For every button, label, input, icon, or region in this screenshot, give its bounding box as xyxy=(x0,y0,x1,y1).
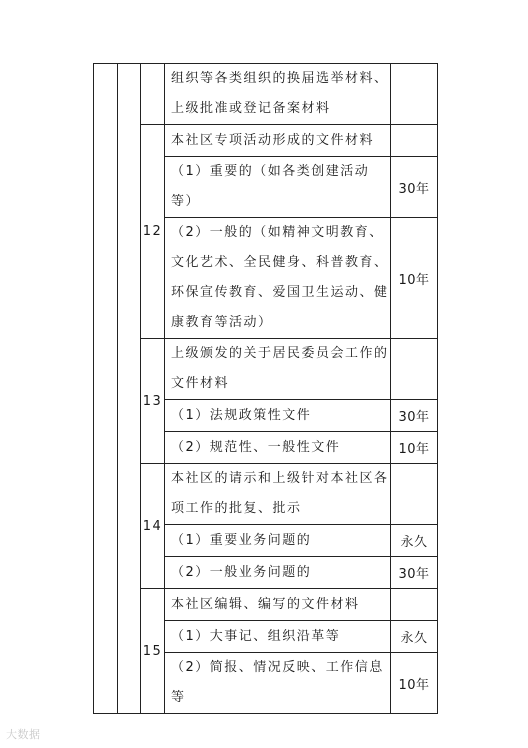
item-number: 13 xyxy=(141,339,165,464)
item-cell: 本社区编辑、编写的文件材料 xyxy=(165,589,391,621)
table-row xyxy=(94,464,438,525)
item-cell: （2）规范性、一般性文件 xyxy=(165,432,391,464)
records-retention-table xyxy=(93,63,438,714)
term-cell: 永久 xyxy=(391,621,438,653)
item-cell: （1）重要业务问题的 xyxy=(165,525,391,557)
table-row xyxy=(94,589,438,621)
item-cell: （1）重要的（如各类创建活动等） xyxy=(165,157,391,218)
term-cell: 30年 xyxy=(391,400,438,432)
item-number: 12 xyxy=(141,125,165,339)
blank-column-2 xyxy=(118,64,141,714)
item-number: 15 xyxy=(141,589,165,714)
number-cell xyxy=(141,64,165,125)
term-cell xyxy=(391,339,438,400)
table-row xyxy=(94,339,438,400)
term-cell: 10年 xyxy=(391,432,438,464)
term-cell: 30年 xyxy=(391,157,438,218)
term-cell: 永久 xyxy=(391,525,438,557)
item-cell: （2）简报、情况反映、工作信息等 xyxy=(165,653,391,714)
term-cell xyxy=(391,589,438,621)
item-cell: 本社区专项活动形成的文件材料 xyxy=(165,125,391,157)
term-cell: 10年 xyxy=(391,653,438,714)
item-cell: 组织等各类组织的换届选举材料、上级批准或登记备案材料 xyxy=(165,64,391,125)
item-cell: （1）法规政策性文件 xyxy=(165,400,391,432)
term-cell: 10年 xyxy=(391,218,438,339)
item-cell: （2）一般业务问题的 xyxy=(165,557,391,589)
item-cell: （1）大事记、组织沿革等 xyxy=(165,621,391,653)
term-cell xyxy=(391,64,438,125)
watermark-text: 大数据 xyxy=(6,728,41,741)
term-cell xyxy=(391,464,438,525)
term-cell xyxy=(391,125,438,157)
item-cell: 上级颁发的关于居民委员会工作的文件材料 xyxy=(165,339,391,400)
table-row xyxy=(94,125,438,157)
table-row xyxy=(94,64,438,125)
item-cell: 本社区的请示和上级针对本社区各项工作的批复、批示 xyxy=(165,464,391,525)
item-number: 14 xyxy=(141,464,165,589)
blank-column-1 xyxy=(94,64,118,714)
term-cell: 30年 xyxy=(391,557,438,589)
item-cell: （2）一般的（如精神文明教育、文化艺术、全民健身、科普教育、环保宣传教育、爱国卫生运动、健康教育等活动） xyxy=(165,218,391,339)
